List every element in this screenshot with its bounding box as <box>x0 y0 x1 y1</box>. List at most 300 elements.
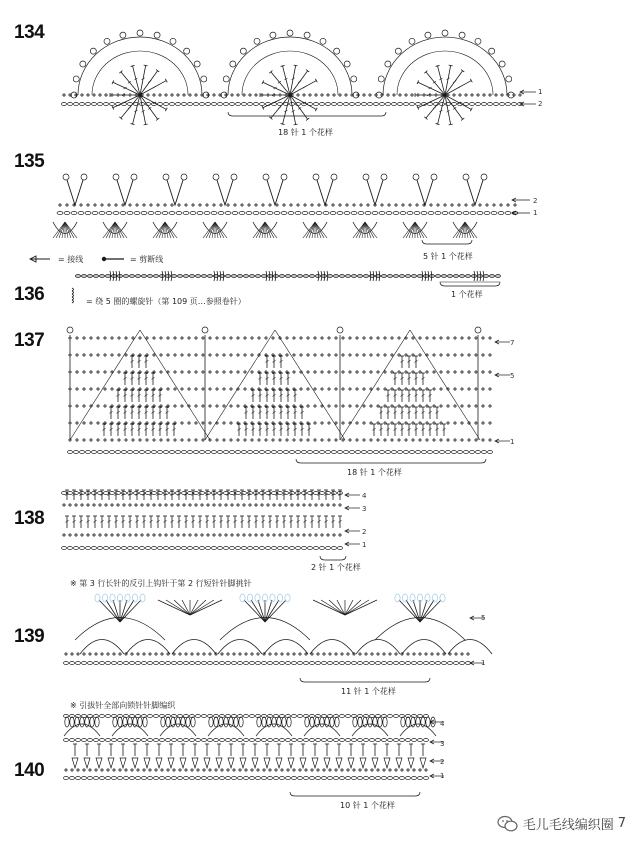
dc-stitch <box>148 81 151 83</box>
scallop <box>65 222 71 238</box>
chain-stitch <box>199 547 204 550</box>
chain-stitch <box>339 739 344 742</box>
chain-stitch <box>291 739 296 742</box>
dc-stitch <box>449 65 453 66</box>
dc-stitch <box>306 118 309 120</box>
row-label: 2 <box>533 197 538 205</box>
chain-stitch <box>295 451 300 454</box>
picot <box>223 76 229 82</box>
chain-stitch <box>134 212 140 215</box>
chain-stitch <box>273 739 278 742</box>
chain-stitch <box>375 777 380 780</box>
fan-stitch <box>166 600 190 615</box>
chain-stitch <box>273 777 278 780</box>
chain-stitch <box>165 662 170 665</box>
chain-stitch <box>405 662 410 665</box>
chain-stitch <box>439 451 444 454</box>
dc-stitch <box>128 107 131 109</box>
fan-stitch <box>313 600 345 615</box>
chain-stitch <box>165 739 170 742</box>
petal <box>335 717 339 727</box>
chain-stitch <box>129 715 134 718</box>
picot <box>313 174 319 180</box>
chain-stitch <box>183 777 188 780</box>
chain-stitch <box>463 451 468 454</box>
chain-stitch <box>129 662 134 665</box>
v-stitch <box>467 180 483 205</box>
arch <box>218 640 262 655</box>
chain-stitch <box>469 103 474 106</box>
petal <box>257 717 261 727</box>
petal <box>214 717 218 727</box>
chain-stitch <box>261 777 266 780</box>
cluster <box>240 758 246 768</box>
note-pattern-140: ※ 引拔针全部向锁针针脚编织 <box>70 701 176 710</box>
chain-stitch <box>99 739 104 742</box>
chain-stitch <box>193 103 198 106</box>
picot <box>463 174 469 180</box>
chain-stitch <box>213 739 218 742</box>
chain-stitch <box>73 103 78 106</box>
chain-stitch <box>201 715 206 718</box>
chain-stitch <box>139 547 144 550</box>
petal <box>272 717 276 727</box>
chain-stitch <box>229 492 234 495</box>
chain-stitch <box>183 212 189 215</box>
picot <box>363 174 369 180</box>
chain-stitch <box>141 662 146 665</box>
chain-stitch <box>148 212 154 215</box>
chain-stitch <box>63 662 68 665</box>
chain-stitch <box>365 212 371 215</box>
fan-stitch <box>265 600 279 622</box>
chain-stitch <box>321 715 326 718</box>
chain-stitch <box>151 492 156 495</box>
chain-stitch <box>481 451 486 454</box>
repeat-bracket <box>300 678 430 682</box>
chain-stitch <box>361 451 366 454</box>
chain-stitch <box>177 715 182 718</box>
chain-stitch <box>225 212 231 215</box>
chain-stitch <box>189 739 194 742</box>
chain-stitch <box>427 451 432 454</box>
repeat-bracket <box>228 112 386 116</box>
dc-stitch <box>131 124 135 125</box>
chain-stitch <box>358 212 364 215</box>
chain-stitch <box>321 739 326 742</box>
chain-stitch <box>207 662 212 665</box>
chain-stitch <box>309 739 314 742</box>
cluster <box>324 758 330 768</box>
chain-stitch <box>133 547 138 550</box>
chain-stitch <box>417 662 422 665</box>
picot <box>413 174 419 180</box>
picot <box>201 76 207 82</box>
chain-stitch <box>261 662 266 665</box>
cut-yarn-icon <box>102 257 106 261</box>
chain-stitch <box>63 739 68 742</box>
chain-stitch <box>381 777 386 780</box>
chain-stitch <box>223 547 228 550</box>
row-label: 4 <box>440 720 445 728</box>
chain-stitch <box>103 492 108 495</box>
chain-stitch <box>183 662 188 665</box>
chain-stitch <box>249 662 254 665</box>
chain-stitch <box>469 451 474 454</box>
dc-stitch <box>418 82 445 95</box>
chain-stitch <box>319 103 324 106</box>
petal <box>425 594 430 602</box>
chain-stitch <box>417 739 422 742</box>
chain-stitch <box>325 547 330 550</box>
chain-stitch <box>177 662 182 665</box>
chain-stitch <box>91 547 96 550</box>
scallop <box>109 222 115 238</box>
chain-stitch <box>373 103 378 106</box>
chain-stitch <box>285 662 290 665</box>
chain-stitch <box>357 777 362 780</box>
chain-stitch <box>147 662 152 665</box>
petal <box>239 717 243 727</box>
pattern-number-135: 135 <box>14 151 45 172</box>
chain-stitch <box>175 103 180 106</box>
picot <box>131 174 137 180</box>
chain-stitch <box>397 103 402 106</box>
chain-stitch <box>169 212 175 215</box>
chain-stitch <box>491 212 497 215</box>
chain-stitch <box>241 547 246 550</box>
chain-stitch <box>253 212 259 215</box>
chain-stitch <box>255 739 260 742</box>
chain-stitch <box>349 103 354 106</box>
chain-stitch <box>345 739 350 742</box>
chain-stitch <box>435 662 440 665</box>
chain-stitch <box>499 103 504 106</box>
arch <box>352 724 388 736</box>
petal <box>285 594 290 602</box>
dc-stitch <box>281 124 285 125</box>
chain-stitch <box>477 212 483 215</box>
picot <box>385 61 391 67</box>
chain-stitch <box>337 547 342 550</box>
chain-stitch <box>199 451 204 454</box>
picot <box>170 38 176 44</box>
v-stitch <box>117 180 133 205</box>
chain-stitch <box>163 547 168 550</box>
chain-stitch <box>277 547 282 550</box>
chain-stitch <box>237 662 242 665</box>
chain-stitch <box>127 212 133 215</box>
petal <box>90 717 94 727</box>
petal <box>310 717 314 727</box>
chain-stitch <box>307 451 312 454</box>
bullion-legend-icon <box>72 288 74 291</box>
chain-stitch <box>321 662 326 665</box>
row-label: 1 <box>538 88 543 96</box>
chain-stitch <box>439 103 444 106</box>
chain-stitch <box>247 103 252 106</box>
row-label: 1 <box>440 772 445 780</box>
chain-stitch <box>211 451 216 454</box>
chain-stitch <box>279 739 284 742</box>
scallop <box>265 222 271 238</box>
petal <box>378 717 382 727</box>
chain-stitch <box>67 103 72 106</box>
chain-stitch <box>393 739 398 742</box>
chain-stitch <box>79 547 84 550</box>
arch <box>356 640 400 655</box>
chain-stitch <box>247 451 252 454</box>
cluster <box>300 758 306 768</box>
chain-stitch <box>355 451 360 454</box>
picot <box>378 76 384 82</box>
chain-stitch <box>351 777 356 780</box>
cluster <box>72 758 78 768</box>
picot <box>120 32 126 38</box>
chain-stitch <box>295 212 301 215</box>
chain-stitch <box>207 777 212 780</box>
repeat-caption-138: 2 针 1 个花样 <box>311 563 361 572</box>
arch <box>64 724 100 736</box>
petal <box>383 717 387 727</box>
petal <box>209 717 213 727</box>
chain-stitch <box>405 739 410 742</box>
dc-stitch <box>290 95 316 109</box>
chain-stitch <box>267 212 273 215</box>
picot <box>381 174 387 180</box>
chain-stitch <box>237 739 242 742</box>
chain-stitch <box>375 715 380 718</box>
petal <box>110 594 115 602</box>
wechat-icon <box>497 815 519 833</box>
fan-stitch <box>174 600 190 615</box>
chain-stitch <box>229 103 234 106</box>
petal <box>125 594 130 602</box>
chain-stitch <box>451 451 456 454</box>
chain-stitch <box>351 662 356 665</box>
chain-stitch <box>260 212 266 215</box>
chain-stitch <box>195 715 200 718</box>
fan-arc <box>92 51 188 95</box>
chain-stitch <box>115 547 120 550</box>
dc-stitch <box>140 95 166 109</box>
dc-stitch <box>433 107 436 109</box>
chain-stitch <box>301 547 306 550</box>
arch <box>304 724 340 736</box>
chain-stitch <box>309 777 314 780</box>
chain-stitch <box>337 212 343 215</box>
picot <box>90 48 96 54</box>
petal <box>353 717 357 727</box>
row-label: 2 <box>362 528 367 536</box>
picot <box>154 32 160 38</box>
scallop <box>59 222 65 238</box>
chain-stitch <box>363 662 368 665</box>
chain-stitch <box>239 212 245 215</box>
petal <box>440 594 445 602</box>
petal <box>410 594 415 602</box>
chain-stitch <box>69 777 74 780</box>
chain-stitch <box>291 777 296 780</box>
chain-stitch <box>414 212 420 215</box>
chain-stitch <box>423 777 428 780</box>
chain-stitch <box>330 212 336 215</box>
picot <box>137 30 143 36</box>
chain-stitch <box>145 451 150 454</box>
chain-stitch <box>201 739 206 742</box>
chain-stitch <box>141 777 146 780</box>
chain-stitch <box>211 547 216 550</box>
chain-stitch <box>189 777 194 780</box>
chain-stitch <box>207 739 212 742</box>
chain-stitch <box>449 212 455 215</box>
chain-stitch <box>64 212 70 215</box>
chain-stitch <box>303 739 308 742</box>
chain-stitch <box>79 103 84 106</box>
pattern-number-139: 139 <box>14 626 45 647</box>
chain-stitch <box>315 777 320 780</box>
chain-stitch <box>57 212 63 215</box>
chain-stitch <box>92 212 98 215</box>
picot <box>475 327 481 333</box>
chain-stitch <box>120 212 126 215</box>
dc-stitch <box>153 86 156 88</box>
petal <box>320 717 324 727</box>
chain-stitch <box>205 547 210 550</box>
chain-stitch <box>319 451 324 454</box>
v-stitch <box>67 180 83 205</box>
chain-stitch <box>493 103 498 106</box>
chain-stitch <box>109 451 114 454</box>
picot <box>506 76 512 82</box>
v-stitch <box>267 180 283 205</box>
chain-stitch <box>463 212 469 215</box>
chain-stitch <box>327 662 332 665</box>
dc-stitch <box>298 81 301 83</box>
cluster <box>408 758 414 768</box>
picot <box>281 174 287 180</box>
picot <box>334 48 340 54</box>
chain-stitch <box>145 547 150 550</box>
chain-stitch <box>400 212 406 215</box>
chain-stitch <box>195 777 200 780</box>
chain-stitch <box>187 451 192 454</box>
chain-stitch <box>117 739 122 742</box>
chain-stitch <box>267 662 272 665</box>
petal <box>70 717 74 727</box>
petal <box>176 717 180 727</box>
picot <box>287 30 293 36</box>
chain-stitch <box>316 212 322 215</box>
arch <box>160 724 196 736</box>
fan-stitch <box>158 600 190 615</box>
chain-stitch <box>393 212 399 215</box>
chain-stitch <box>297 662 302 665</box>
pattern-number-137: 137 <box>14 330 45 351</box>
chain-stitch <box>343 103 348 106</box>
chain-stitch <box>331 103 336 106</box>
pattern-number-136: 136 <box>14 284 45 305</box>
chain-stitch <box>109 492 114 495</box>
chain-stitch <box>193 492 198 495</box>
row-label: 1 <box>510 438 515 446</box>
chain-stitch <box>231 739 236 742</box>
pattern-number-134: 134 <box>14 22 45 43</box>
dc-stitch <box>449 124 453 125</box>
chain-stitch <box>205 451 210 454</box>
chain-stitch <box>229 451 234 454</box>
cluster <box>360 758 366 768</box>
chain-stitch <box>297 777 302 780</box>
chain-stitch <box>117 777 122 780</box>
chain-stitch <box>267 777 272 780</box>
chain-stitch <box>313 103 318 106</box>
chain-stitch <box>399 662 404 665</box>
cluster <box>276 758 282 768</box>
dc-stitch <box>294 124 298 125</box>
chain-stitch <box>385 103 390 106</box>
chain-stitch <box>219 739 224 742</box>
chain-stitch <box>349 451 354 454</box>
chain-stitch <box>237 777 242 780</box>
chain-stitch <box>232 212 238 215</box>
chain-stitch <box>421 212 427 215</box>
repeat-bracket <box>422 240 472 244</box>
chain-stitch <box>303 777 308 780</box>
picot <box>104 38 110 44</box>
fan-stitch <box>120 600 134 622</box>
chain-stitch <box>187 492 192 495</box>
scallop <box>465 222 471 238</box>
chain-stitch <box>387 662 392 665</box>
chain-stitch <box>259 451 264 454</box>
picot <box>351 76 357 82</box>
chain-stitch <box>91 492 96 495</box>
chain-stitch <box>285 739 290 742</box>
picot <box>475 38 481 44</box>
chain-stitch <box>246 212 252 215</box>
arch <box>264 640 308 655</box>
chain-stitch <box>177 739 182 742</box>
picot <box>81 174 87 180</box>
chain-stitch <box>61 103 66 106</box>
chain-stitch <box>199 103 204 106</box>
row-label: 7 <box>510 339 515 347</box>
chain-stitch <box>339 777 344 780</box>
chain-stitch <box>255 662 260 665</box>
chain-stitch <box>219 662 224 665</box>
cluster <box>132 758 138 768</box>
cluster <box>192 758 198 768</box>
picot <box>304 32 310 38</box>
cluster <box>312 758 318 768</box>
chain-stitch <box>85 212 91 215</box>
dc-stitch <box>131 65 135 66</box>
legend-cut-yarn: = 剪断线 <box>130 255 164 264</box>
chain-stitch <box>217 451 222 454</box>
chain-stitch <box>235 451 240 454</box>
petal <box>138 717 142 727</box>
chain-stitch <box>139 451 144 454</box>
chain-stitch <box>442 212 448 215</box>
chain-stitch <box>99 662 104 665</box>
picot <box>163 174 169 180</box>
chain-stitch <box>85 103 90 106</box>
dc-stitch <box>461 70 464 72</box>
chain-stitch <box>93 739 98 742</box>
chain-stitch <box>411 662 416 665</box>
chain-stitch <box>279 662 284 665</box>
